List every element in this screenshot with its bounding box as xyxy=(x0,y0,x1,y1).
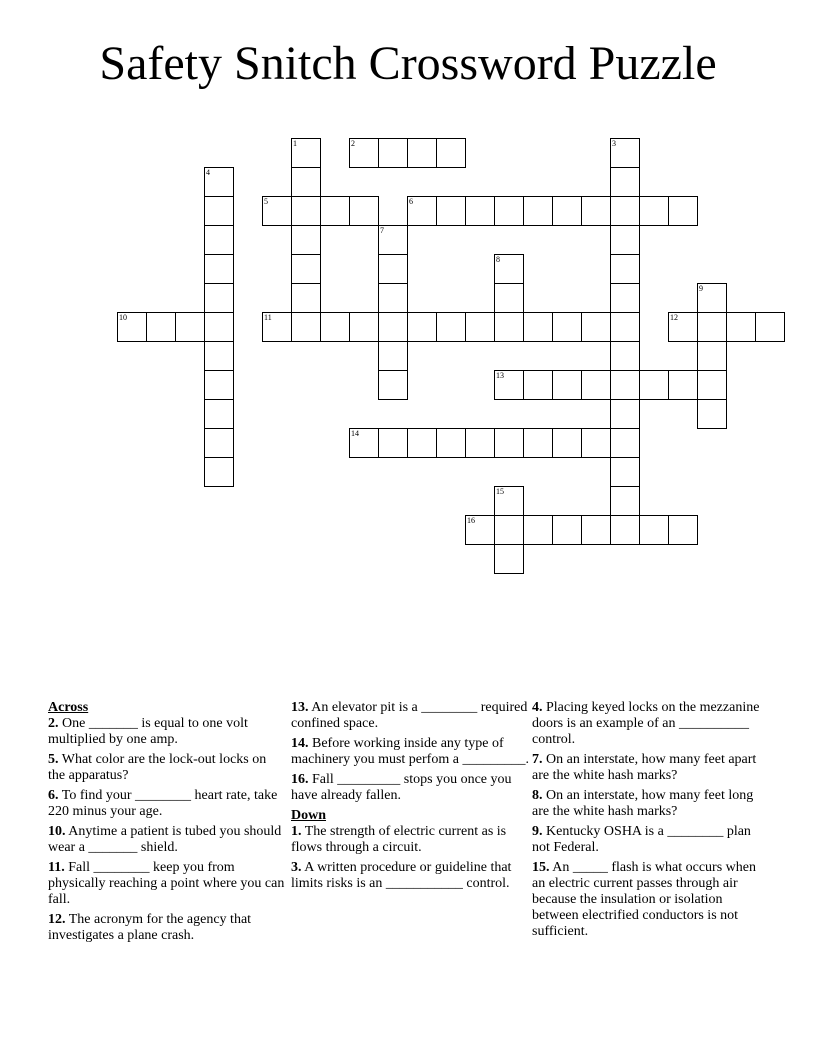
cell-number: 6 xyxy=(409,197,413,206)
clue-across-12 xyxy=(48,912,286,944)
grid-cell[interactable] xyxy=(552,428,582,458)
grid-cell[interactable] xyxy=(610,138,640,168)
grid-cell[interactable] xyxy=(204,399,234,429)
grid-cell[interactable] xyxy=(204,254,234,284)
clue-down-7 xyxy=(532,752,770,784)
cell-number: 14 xyxy=(351,429,359,438)
grid-cell[interactable] xyxy=(378,428,408,458)
clue-down-1 xyxy=(291,824,529,856)
clue-text: An _____ flash is what occurs when an electric current passes through air because the insulation or isolation between electrified conductors is not sufficient. xyxy=(532,860,756,939)
grid-cell[interactable] xyxy=(581,196,611,226)
grid-cell[interactable] xyxy=(204,312,234,342)
grid-cell[interactable] xyxy=(320,312,350,342)
grid-cell[interactable] xyxy=(610,341,640,371)
clue-column-3 xyxy=(532,700,770,944)
grid-cell[interactable] xyxy=(726,312,756,342)
grid-cell[interactable] xyxy=(494,283,524,313)
grid-cell[interactable] xyxy=(407,428,437,458)
clue-number: 16. xyxy=(291,772,309,787)
clue-number: 4. xyxy=(532,700,543,715)
clue-number: 11. xyxy=(48,860,65,875)
grid-cell[interactable] xyxy=(610,370,640,400)
grid-cell[interactable] xyxy=(494,370,524,400)
grid-cell[interactable] xyxy=(204,283,234,313)
grid-cell[interactable] xyxy=(494,428,524,458)
grid-cell[interactable] xyxy=(204,196,234,226)
grid-cell[interactable] xyxy=(755,312,785,342)
cell-number: 3 xyxy=(612,139,616,148)
clue-number: 12. xyxy=(48,912,66,927)
grid-cell[interactable] xyxy=(378,254,408,284)
grid-cell[interactable] xyxy=(204,457,234,487)
cell-number: 12 xyxy=(670,313,678,322)
grid-cell[interactable] xyxy=(610,254,640,284)
grid-cell[interactable] xyxy=(465,428,495,458)
grid-cell[interactable] xyxy=(523,370,553,400)
grid-cell[interactable] xyxy=(697,283,727,313)
clue-column-2 xyxy=(291,700,529,896)
grid-cell[interactable] xyxy=(349,428,379,458)
grid-cell[interactable] xyxy=(407,312,437,342)
grid-cell[interactable] xyxy=(204,370,234,400)
cell-number: 4 xyxy=(206,168,210,177)
clue-number: 8. xyxy=(532,788,543,803)
grid-cell[interactable] xyxy=(320,196,350,226)
cell-number: 16 xyxy=(467,516,475,525)
grid-cell[interactable] xyxy=(697,312,727,342)
grid-cell[interactable] xyxy=(349,196,379,226)
clue-text: What color are the lock-out locks on the apparatus? xyxy=(48,752,267,783)
grid-cell[interactable] xyxy=(378,341,408,371)
grid-cell[interactable] xyxy=(291,254,321,284)
grid-cell[interactable] xyxy=(581,428,611,458)
grid-cell[interactable] xyxy=(610,515,640,545)
grid-cell[interactable] xyxy=(204,225,234,255)
grid-cell[interactable] xyxy=(639,370,669,400)
clue-text: Anytime a patient is tubed you should wear a _______ shield. xyxy=(48,824,282,855)
grid-cell[interactable] xyxy=(610,312,640,342)
grid-cell[interactable] xyxy=(204,167,234,197)
grid-cell[interactable] xyxy=(291,167,321,197)
grid-cell[interactable] xyxy=(378,370,408,400)
grid-cell[interactable] xyxy=(581,312,611,342)
clue-down-8 xyxy=(532,788,770,820)
grid-cell[interactable] xyxy=(291,138,321,168)
grid-cell[interactable] xyxy=(204,341,234,371)
grid-cell[interactable] xyxy=(668,312,698,342)
grid-cell[interactable] xyxy=(494,196,524,226)
grid-cell[interactable] xyxy=(465,515,495,545)
grid-cell[interactable] xyxy=(175,312,205,342)
grid-cell[interactable] xyxy=(436,428,466,458)
grid-cell[interactable] xyxy=(291,225,321,255)
puzzle-title: Safety Snitch Crossword Puzzle xyxy=(99,37,717,90)
grid-cell[interactable] xyxy=(146,312,176,342)
grid-cell[interactable] xyxy=(117,312,147,342)
across-heading: Across xyxy=(48,700,89,715)
clue-number: 1. xyxy=(291,824,302,839)
clue-number: 10. xyxy=(48,824,66,839)
cell-number: 2 xyxy=(351,139,355,148)
grid-cell[interactable] xyxy=(494,254,524,284)
grid-cell[interactable] xyxy=(639,515,669,545)
grid-cell[interactable] xyxy=(552,312,582,342)
clue-down-9 xyxy=(532,824,770,856)
grid-cell[interactable] xyxy=(610,196,640,226)
grid-cell[interactable] xyxy=(610,486,640,516)
grid-cell[interactable] xyxy=(291,312,321,342)
clue-down-3 xyxy=(291,860,529,892)
clue-number: 6. xyxy=(48,788,59,803)
grid-cell[interactable] xyxy=(291,283,321,313)
grid-cell[interactable] xyxy=(262,196,292,226)
grid-cell[interactable] xyxy=(465,312,495,342)
clue-number: 9. xyxy=(532,824,543,839)
cell-number: 15 xyxy=(496,487,504,496)
clue-down-4 xyxy=(532,700,770,748)
clue-number: 3. xyxy=(291,860,302,875)
cell-number: 13 xyxy=(496,371,504,380)
grid-cell[interactable] xyxy=(349,312,379,342)
cell-number: 8 xyxy=(496,255,500,264)
clue-number: 5. xyxy=(48,752,59,767)
clue-across-6 xyxy=(48,788,286,820)
clue-down-15 xyxy=(532,860,770,940)
clue-text: The strength of electric current as is flows through a circuit. xyxy=(291,824,507,855)
grid-cell[interactable] xyxy=(697,399,727,429)
grid-cell[interactable] xyxy=(523,196,553,226)
cell-number: 10 xyxy=(119,313,127,322)
grid-cell[interactable] xyxy=(610,399,640,429)
grid-cell[interactable] xyxy=(378,225,408,255)
clue-across-14 xyxy=(291,736,529,768)
grid-cell[interactable] xyxy=(610,283,640,313)
clue-across-10 xyxy=(48,824,286,856)
clue-across-11 xyxy=(48,860,286,908)
clue-across-13 xyxy=(291,700,529,732)
clue-text: Fall _________ stops you once you have already fallen. xyxy=(291,772,512,803)
clue-text: An elevator pit is a ________ required confined space. xyxy=(291,700,528,731)
grid-cell[interactable] xyxy=(465,196,495,226)
clue-text: A written procedure or guideline that limits risks is an ___________ control. xyxy=(291,860,512,891)
clue-column-1 xyxy=(48,700,286,948)
clue-number: 15. xyxy=(532,860,550,875)
cell-number: 11 xyxy=(264,313,272,322)
clue-number: 14. xyxy=(291,736,309,751)
grid-cell[interactable] xyxy=(523,428,553,458)
clue-text: One _______ is equal to one volt multiplied by one amp. xyxy=(48,716,248,747)
grid-cell[interactable] xyxy=(436,138,466,168)
clue-text: On an interstate, how many feet long are the white hash marks? xyxy=(532,788,754,819)
grid-cell[interactable] xyxy=(610,428,640,458)
grid-cell[interactable] xyxy=(378,312,408,342)
down-heading: Down xyxy=(291,808,327,823)
grid-cell[interactable] xyxy=(291,196,321,226)
grid-cell[interactable] xyxy=(349,138,379,168)
cell-number: 1 xyxy=(293,139,297,148)
clue-number: 7. xyxy=(532,752,543,767)
grid-cell[interactable] xyxy=(697,370,727,400)
grid-cell[interactable] xyxy=(552,515,582,545)
grid-cell[interactable] xyxy=(494,544,524,574)
grid-cell[interactable] xyxy=(610,225,640,255)
grid-cell[interactable] xyxy=(378,138,408,168)
cell-number: 5 xyxy=(264,197,268,206)
grid-cell[interactable] xyxy=(552,196,582,226)
clue-across-5 xyxy=(48,752,286,784)
clue-text: Before working inside any type of machinery you must perfom a _________. xyxy=(291,736,529,767)
grid-cell[interactable] xyxy=(639,196,669,226)
grid-cell[interactable] xyxy=(552,370,582,400)
grid-cell[interactable] xyxy=(697,341,727,371)
grid-cell[interactable] xyxy=(262,312,292,342)
grid-cell[interactable] xyxy=(407,138,437,168)
cell-number: 9 xyxy=(699,284,703,293)
clue-text: The acronym for the agency that investigates a plane crash. xyxy=(48,912,252,943)
clue-number: 13. xyxy=(291,700,309,715)
clue-number: 2. xyxy=(48,716,59,731)
grid-cell[interactable] xyxy=(610,457,640,487)
cell-number: 7 xyxy=(380,226,384,235)
grid-cell[interactable] xyxy=(668,196,698,226)
grid-cell[interactable] xyxy=(494,312,524,342)
grid-cell[interactable] xyxy=(523,312,553,342)
grid-cell[interactable] xyxy=(668,370,698,400)
grid-cell[interactable] xyxy=(407,196,437,226)
clue-text: Kentucky OSHA is a ________ plan not Federal. xyxy=(532,824,751,855)
grid-cell[interactable] xyxy=(494,486,524,516)
grid-cell[interactable] xyxy=(581,515,611,545)
clue-text: Placing keyed locks on the mezzanine doors is an example of an __________ control. xyxy=(532,700,760,747)
grid-cell[interactable] xyxy=(204,428,234,458)
grid-cell[interactable] xyxy=(494,515,524,545)
clue-text: Fall ________ keep you from physically reaching a point where you can fall. xyxy=(48,860,285,907)
clue-text: To find your ________ heart rate, take 220 minus your age. xyxy=(48,788,278,819)
clue-across-16 xyxy=(291,772,529,804)
grid-cell[interactable] xyxy=(668,515,698,545)
grid-cell[interactable] xyxy=(436,196,466,226)
grid-cell[interactable] xyxy=(610,167,640,197)
clue-across-2 xyxy=(48,716,286,748)
grid-cell[interactable] xyxy=(523,515,553,545)
grid-cell[interactable] xyxy=(378,283,408,313)
grid-cell[interactable] xyxy=(581,370,611,400)
clue-text: On an interstate, how many feet apart are the white hash marks? xyxy=(532,752,757,783)
grid-cell[interactable] xyxy=(436,312,466,342)
